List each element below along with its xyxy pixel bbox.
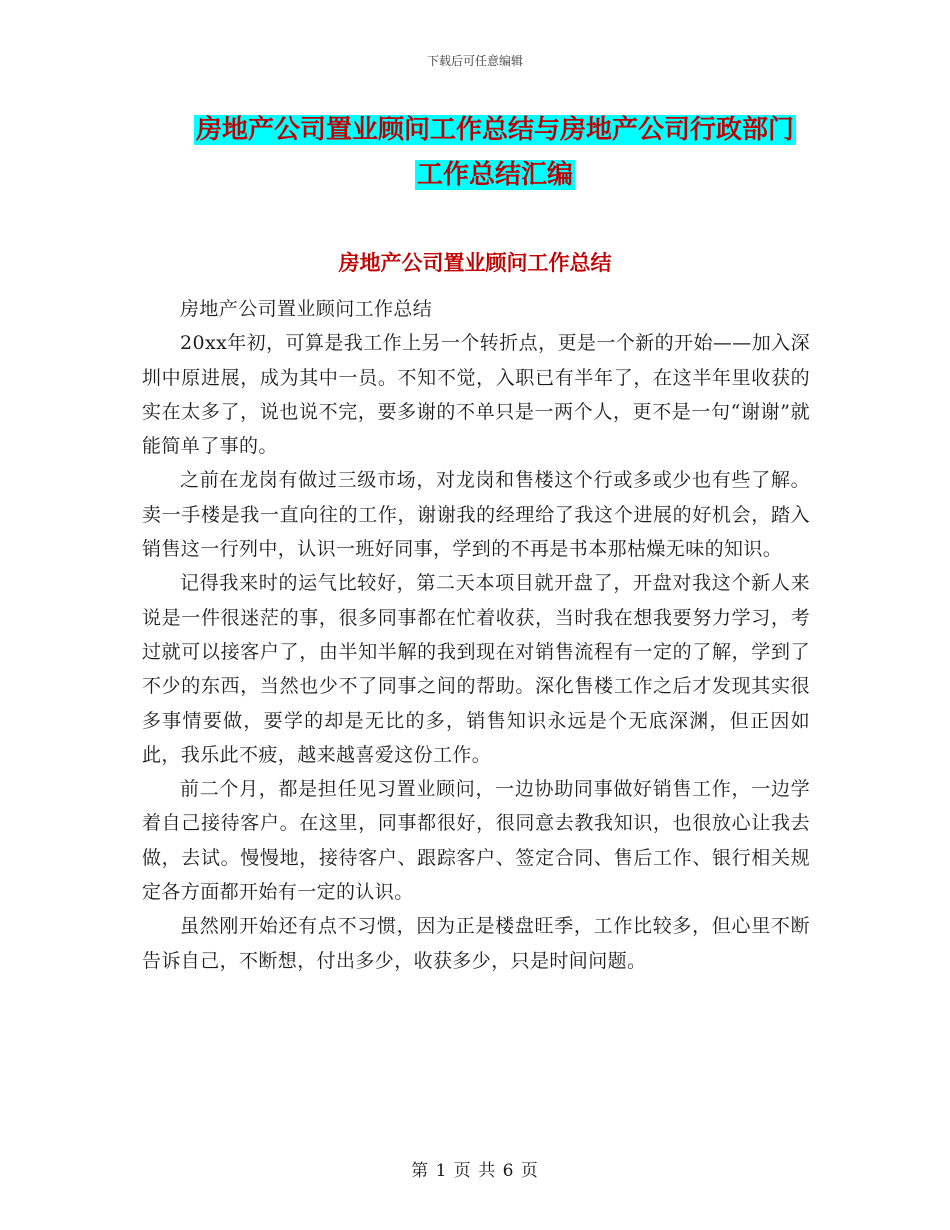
paragraph: 房地产公司置业顾问工作总结 [180,298,433,320]
page-header: 下载后可任意编辑 [426,54,523,68]
document-title [140,108,850,198]
paragraph: 之前在龙岗有做过三级市场，对龙岗和售楼这个行或多或少也有些了解。卖一手楼是我一直向往的工作，谢谢我的经理给了我这个进展的好机会，踏入销售这一行列中，认识一班好同事，学到的不再是书本那枯燥无味的知识。 [142,469,810,561]
paragraph: 记得我来时的运气比较好，第二天本项目就开盘了，开盘对我这个新人来说是一件很迷茫的事，很多同事都在忙着收获，当时我在想我要努力学习，考过就可以接客户了，由半知半解的我到现在对销售流程有一定的了解，学到了不少的东西，当然也少不了同事之间的帮助。深化售楼工作之后才发现其实很多事情要做，要学的却是无比的多，销售知识永远是个无底深渊，但正因如此，我乐此不疲，越来越喜爱这份工作。 [142,572,810,766]
section-heading: 房地产公司置业顾问工作总结 [338,251,612,275]
document-body [142,292,810,978]
paragraph: 前二个月，都是担任见习置业顾问，一边协助同事做好销售工作，一边学着自己接待客户。在这里，同事都很好，很同意去教我知识，也很放心让我去做，去试。慢慢地，接待客户、跟踪客户、签定合同、售后工作、银行相关规定各方面都开始有一定的认识。 [142,778,810,904]
document-title-line-2: 工作总结汇编 [416,160,573,190]
paragraph: 20xx年初，可算是我工作上另一个转折点，更是一个新的开始——加入深圳中原进展，成为其中一员。不知不觉，入职已有半年了，在这半年里收获的实在太多了，说也说不完，要多谢的不单只是一两个人，更不是一句“谢谢”就能简单了事的。 [142,332,810,458]
page-footer: 第 1 页 共 6 页 [411,1161,539,1181]
paragraph: 虽然刚开始还有点不习惯，因为正是楼盘旺季，工作比较多，但心里不断告诉自己，不断想，付出多少，收获多少，只是时间问题。 [142,915,810,972]
document-title-line-1: 房地产公司置业顾问工作总结与房地产公司行政部门 [195,115,794,145]
